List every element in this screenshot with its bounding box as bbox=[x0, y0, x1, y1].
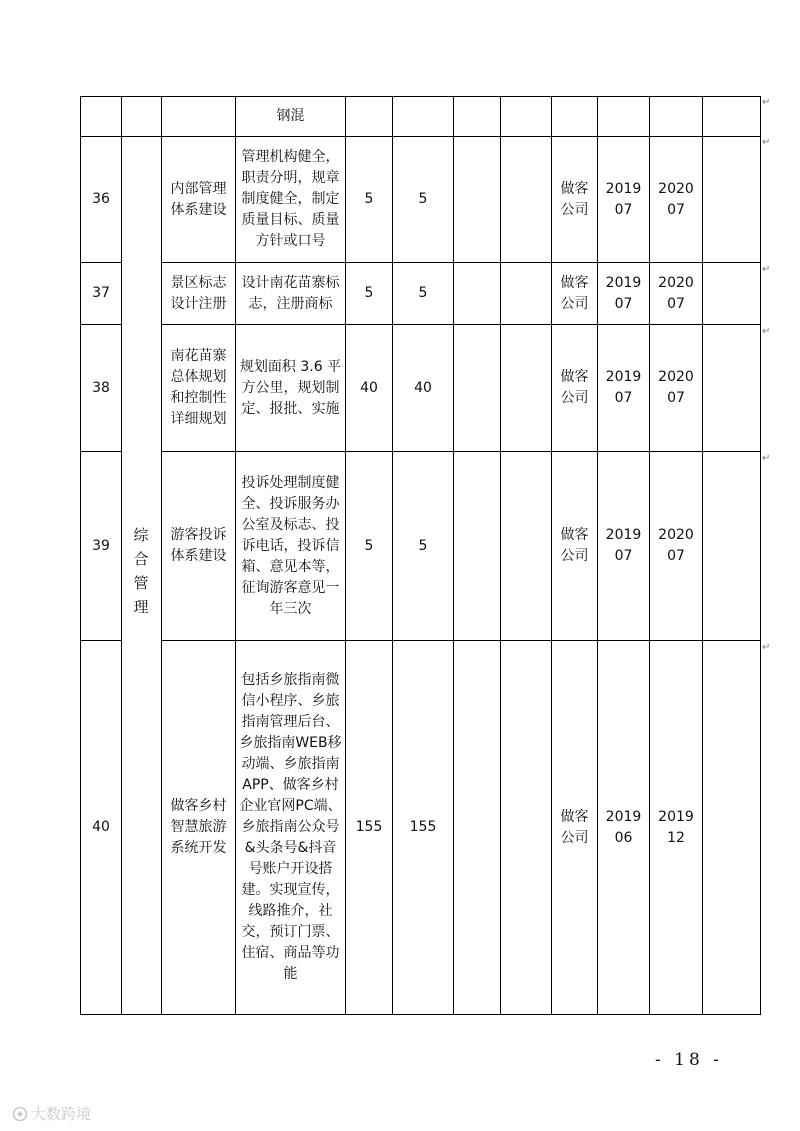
row-number: 38 bbox=[92, 379, 110, 396]
paragraph-mark: ↵ bbox=[762, 642, 771, 653]
brand-logo-icon bbox=[12, 1106, 28, 1122]
responsible-unit: 做客公司 bbox=[560, 527, 589, 564]
paragraph-mark: ↵ bbox=[762, 264, 771, 275]
total-amount: 155 bbox=[355, 819, 383, 835]
watermark bbox=[12, 1103, 91, 1124]
invest-amount: 5 bbox=[418, 191, 428, 207]
content-cell: 包括乡旅指南微信小程序、乡旅指南管理后台、乡旅指南WEB移动端、乡旅指南APP、做客乡村企业官网PC端、乡旅指南公众号&头条号&抖音号账户开设搭建。实现宣传，线路推介，社交，预订门票、住宿、商品等功能 bbox=[239, 672, 342, 982]
end-date: 2020 07 bbox=[658, 274, 694, 312]
responsible-unit: 做客公司 bbox=[560, 808, 589, 846]
paragraph-mark: ↵ bbox=[762, 97, 771, 108]
project-name: 游客投诉体系建设 bbox=[170, 527, 227, 564]
start-date: 2019 07 bbox=[605, 274, 642, 312]
content-cell: 管理机构健全，职责分明，规章制度健全，制定质量目标、质量方针或口号 bbox=[241, 149, 340, 249]
project-name: 内部管理体系建设 bbox=[170, 180, 227, 218]
table-row bbox=[81, 641, 761, 1015]
start-date: 2019 07 bbox=[605, 527, 642, 564]
content-cell: 投诉处理制度健全、投诉服务办公室及标志、投诉电话，投诉信箱、意见本等，征询游客意见一年三次 bbox=[241, 474, 340, 617]
total-amount: 5 bbox=[364, 537, 374, 554]
invest-amount: 5 bbox=[418, 285, 428, 301]
table-row bbox=[81, 452, 761, 641]
start-date: 2019 07 bbox=[605, 369, 642, 406]
watermark-text: 大数跨境 bbox=[31, 1105, 92, 1123]
end-date: 2020 07 bbox=[658, 369, 694, 406]
project-name: 做客乡村智慧旅游系统开发 bbox=[170, 798, 227, 856]
content-cell: 规划面积 3.6 平方公里，规划制定、报批、实施 bbox=[239, 358, 342, 417]
project-name: 景区标志设计注册 bbox=[170, 274, 227, 312]
start-date: 2019 07 bbox=[605, 180, 642, 218]
responsible-unit: 做客公司 bbox=[560, 274, 589, 312]
table-row bbox=[81, 263, 761, 325]
end-date: 2019 12 bbox=[658, 808, 694, 846]
row-number: 40 bbox=[92, 819, 110, 835]
row-number: 39 bbox=[92, 537, 110, 554]
paragraph-mark: ↵ bbox=[762, 453, 771, 464]
content-cell: 钢混 bbox=[276, 108, 305, 124]
table-row bbox=[81, 325, 761, 452]
total-amount: 5 bbox=[364, 191, 374, 207]
total-amount: 5 bbox=[364, 285, 374, 301]
invest-amount: 5 bbox=[418, 537, 428, 554]
table-row-continued bbox=[81, 97, 761, 137]
end-date: 2020 07 bbox=[658, 527, 694, 564]
project-table bbox=[80, 96, 761, 1015]
page-number: - 18 - bbox=[655, 1050, 723, 1070]
end-date: 2020 07 bbox=[658, 180, 694, 218]
responsible-unit: 做客公司 bbox=[560, 180, 589, 218]
content-cell: 设计南花苗寨标志，注册商标 bbox=[241, 274, 340, 312]
category-label: 综合管理 bbox=[133, 526, 149, 616]
start-date: 2019 06 bbox=[605, 808, 642, 846]
category-label-wrap bbox=[121, 523, 161, 619]
table-row bbox=[81, 137, 761, 263]
project-name: 南花苗寨总体规划和控制性详细规划 bbox=[170, 348, 227, 427]
row-number: 37 bbox=[92, 285, 110, 301]
paragraph-mark: ↵ bbox=[762, 326, 771, 337]
total-amount: 40 bbox=[360, 379, 378, 396]
invest-amount: 40 bbox=[414, 379, 432, 396]
invest-amount: 155 bbox=[409, 819, 437, 835]
row-number: 36 bbox=[92, 191, 110, 207]
paragraph-mark: ↵ bbox=[762, 137, 771, 148]
responsible-unit: 做客公司 bbox=[560, 369, 589, 406]
